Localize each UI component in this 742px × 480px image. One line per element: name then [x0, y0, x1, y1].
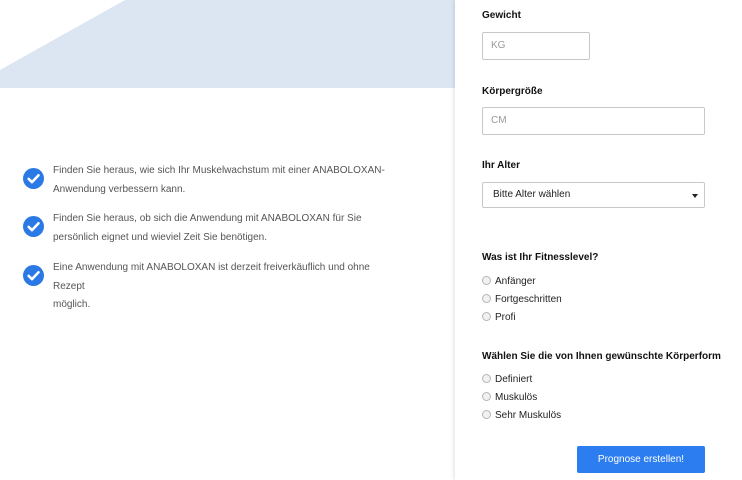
benefit-text-line: Finden Sie heraus, wie sich Ihr Muskelwachstum mit einer ANABOLOXAN-	[53, 165, 385, 176]
radio-button[interactable]	[482, 392, 491, 401]
radio-label: Definiert	[495, 374, 533, 385]
radio-fitness-pro[interactable]	[482, 311, 516, 325]
check-circle-icon	[23, 265, 44, 286]
height-label: Körpergröße	[482, 86, 543, 97]
radio-label: Profi	[495, 312, 516, 323]
age-label: Ihr Alter	[482, 160, 520, 171]
radio-button[interactable]	[482, 276, 491, 285]
benefit-text	[53, 210, 403, 247]
radio-body-defined[interactable]	[482, 373, 532, 387]
radio-label: Anfänger	[495, 276, 536, 287]
benefit-text-line: persönlich eignet und wieviel Zeit Sie benötigen.	[53, 231, 268, 243]
check-circle-icon	[23, 216, 44, 237]
fitness-label: Was ist Ihr Fitnesslevel?	[482, 252, 599, 263]
prognosis-form	[455, 0, 742, 480]
radio-button[interactable]	[482, 410, 491, 419]
radio-fitness-advanced[interactable]	[482, 293, 562, 307]
radio-body-muscular[interactable]	[482, 391, 537, 405]
benefit-text-line: Anwendung verbessern kann.	[53, 183, 186, 195]
benefit-text	[53, 259, 403, 315]
radio-body-very-muscular[interactable]	[482, 409, 561, 423]
weight-label: Gewicht	[482, 10, 521, 21]
age-select-value: Bitte Alter wählen	[493, 189, 571, 200]
benefit-text-line: Eine Anwendung mit ANABOLOXAN ist derzeit freiverkäuflich und ohne Rezept	[53, 262, 370, 292]
radio-button[interactable]	[482, 312, 491, 321]
weight-input[interactable]: KG	[482, 32, 590, 60]
age-select[interactable]	[482, 182, 705, 208]
radio-label: Fortgeschritten	[495, 294, 562, 305]
caret-down-icon	[692, 194, 698, 198]
benefit-text-line: möglich.	[53, 299, 91, 310]
radio-button[interactable]	[482, 374, 491, 383]
body-shape-label: Wählen Sie die von Ihnen gewünschte Körperform	[482, 351, 721, 362]
benefit-text-line: Finden Sie heraus, ob sich die Anwendung mit ANABOLOXAN für Sie	[53, 213, 362, 224]
radio-label: Sehr Muskulös	[495, 410, 562, 421]
height-input[interactable]: CM	[482, 107, 705, 135]
submit-prognosis-button[interactable]: Prognose erstellen!	[577, 446, 705, 473]
check-circle-icon	[23, 168, 44, 189]
radio-button[interactable]	[482, 294, 491, 303]
radio-label: Muskulös	[495, 392, 538, 403]
radio-fitness-beginner[interactable]	[482, 275, 536, 289]
benefit-text	[53, 162, 403, 199]
